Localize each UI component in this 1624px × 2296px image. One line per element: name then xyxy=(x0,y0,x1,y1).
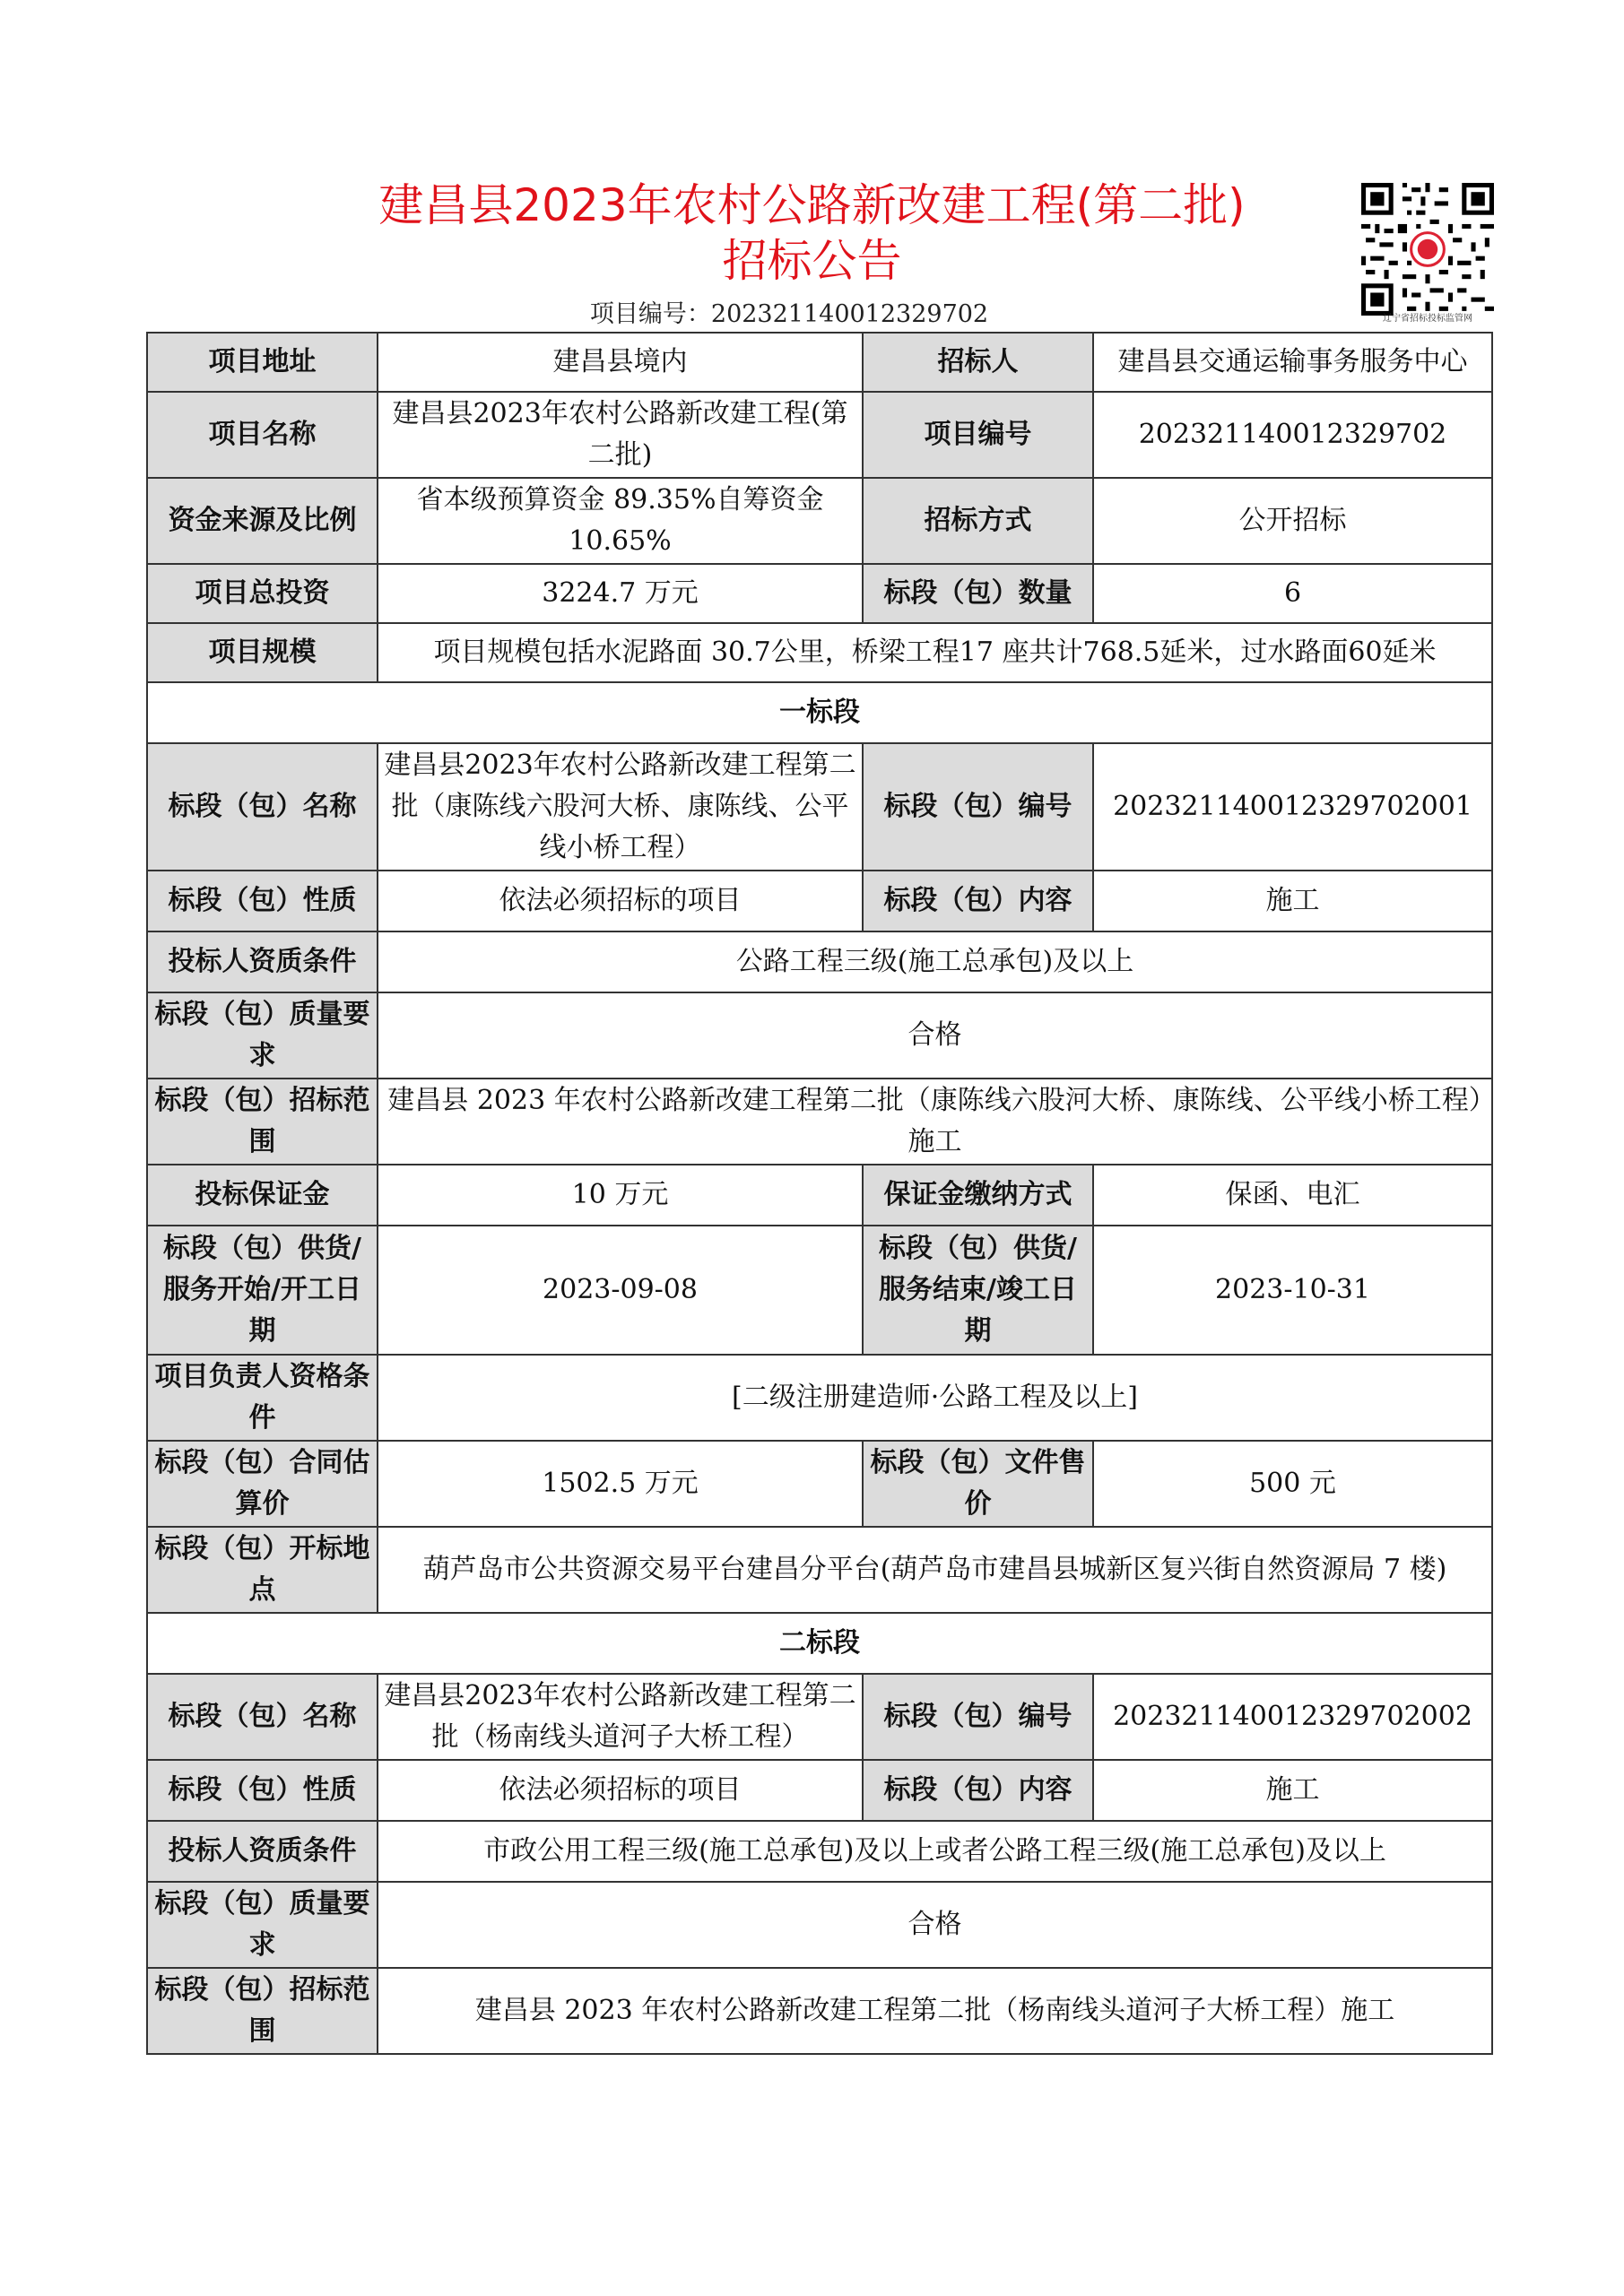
tender-method-value: 公开招标 xyxy=(1093,478,1492,564)
lot1-code-label: 标段（包）编号 xyxy=(863,743,1093,871)
lot2-quality-value: 合格 xyxy=(378,1882,1492,1968)
qr-code-icon xyxy=(1361,183,1494,316)
lot1-name-value: 建昌县2023年农村公路新改建工程第二批（康陈线六股河大桥、康陈线、公平线小桥工程） xyxy=(378,743,863,871)
lot2-bidder-qual-label: 投标人资质条件 xyxy=(147,1821,378,1882)
lot1-est-price-label: 标段（包）合同估算价 xyxy=(147,1441,378,1527)
lot1-bidder-qual-label: 投标人资质条件 xyxy=(147,931,378,992)
lot1-section-title: 一标段 xyxy=(147,682,1492,743)
fund-source-label: 资金来源及比例 xyxy=(147,478,378,564)
lot2-content-label: 标段（包）内容 xyxy=(863,1760,1093,1821)
lot1-end-date-value: 2023-10-31 xyxy=(1093,1226,1492,1355)
lot1-nature-value: 依法必须招标的项目 xyxy=(378,871,863,931)
lot2-bidder-qual-value: 市政公用工程三级(施工总承包)及以上或者公路工程三级(施工总承包)及以上 xyxy=(378,1821,1492,1882)
lot1-est-price-value: 1502.5 万元 xyxy=(378,1441,863,1527)
lot1-quality-label: 标段（包）质量要求 xyxy=(147,992,378,1079)
project-number-line: 项目编号：202321140012329702 xyxy=(589,300,989,328)
project-scale-value: 项目规模包括水泥路面 30.7公里，桥梁工程17 座共计768.5延米，过水路面60延米 xyxy=(378,623,1492,682)
fund-source-value: 省本级预算资金 89.35%自筹资金 10.65% xyxy=(378,478,863,564)
document-title: 建昌县2023年农村公路新改建工程(第二批) xyxy=(378,179,1246,231)
lot1-deposit-method-value: 保函、电汇 xyxy=(1093,1165,1492,1226)
total-investment-label: 项目总投资 xyxy=(147,564,378,623)
lot1-scope-value: 建昌县 2023 年农村公路新改建工程第二批（康陈线六股河大桥、康陈线、公平线小桥工程）施工 xyxy=(378,1079,1492,1165)
document-subtitle: 招标公告 xyxy=(722,235,902,287)
lot1-doc-price-value: 500 元 xyxy=(1093,1441,1492,1527)
project-scale-label: 项目规模 xyxy=(147,623,378,682)
lot2-section-title: 二标段 xyxy=(147,1613,1492,1674)
lot2-name-value: 建昌县2023年农村公路新改建工程第二批（杨南线头道河子大桥工程） xyxy=(378,1674,863,1760)
lot2-content-value: 施工 xyxy=(1093,1760,1492,1821)
tenderer-value: 建昌县交通运输事务服务中心 xyxy=(1093,333,1492,392)
lot1-content-value: 施工 xyxy=(1093,871,1492,931)
lot1-opening-label: 标段（包）开标地点 xyxy=(147,1527,378,1613)
lot2-scope-value: 建昌县 2023 年农村公路新改建工程第二批（杨南线头道河子大桥工程）施工 xyxy=(378,1968,1492,2054)
lot1-manager-qual-value: [二级注册建造师·公路工程及以上] xyxy=(378,1355,1492,1441)
lot1-start-date-value: 2023-09-08 xyxy=(378,1226,863,1355)
lot2-code-value: 202321140012329702002 xyxy=(1093,1674,1492,1760)
tenderer-label: 招标人 xyxy=(863,333,1093,392)
qr-caption: 辽宁省招标投标监管网 xyxy=(1383,314,1472,324)
project-name-value: 建昌县2023年农村公路新改建工程(第二批) xyxy=(378,392,863,478)
lot1-manager-qual-label: 项目负责人资格条件 xyxy=(147,1355,378,1441)
lot2-nature-label: 标段（包）性质 xyxy=(147,1760,378,1821)
lot1-doc-price-label: 标段（包）文件售价 xyxy=(863,1441,1093,1527)
lot1-nature-label: 标段（包）性质 xyxy=(147,871,378,931)
total-investment-value: 3224.7 万元 xyxy=(378,564,863,623)
lot2-nature-value: 依法必须招标的项目 xyxy=(378,1760,863,1821)
lot1-content-label: 标段（包）内容 xyxy=(863,871,1093,931)
project-address-value: 建昌县境内 xyxy=(378,333,863,392)
project-name-label: 项目名称 xyxy=(147,392,378,478)
lot-count-value: 6 xyxy=(1093,564,1492,623)
lot1-start-date-label: 标段（包）供货/服务开始/开工日期 xyxy=(147,1226,378,1355)
lot2-name-label: 标段（包）名称 xyxy=(147,1674,378,1760)
lot1-deposit-label: 投标保证金 xyxy=(147,1165,378,1226)
lot-count-label: 标段（包）数量 xyxy=(863,564,1093,623)
project-no-label: 项目编号 xyxy=(863,392,1093,478)
project-no-value: 202321140012329702 xyxy=(1093,392,1492,478)
lot1-code-value: 202321140012329702001 xyxy=(1093,743,1492,871)
lot2-quality-label: 标段（包）质量要求 xyxy=(147,1882,378,1968)
lot1-bidder-qual-value: 公路工程三级(施工总承包)及以上 xyxy=(378,931,1492,992)
tender-method-label: 招标方式 xyxy=(863,478,1093,564)
tender-info-table xyxy=(146,332,1493,2055)
lot1-deposit-value: 10 万元 xyxy=(378,1165,863,1226)
lot1-name-label: 标段（包）名称 xyxy=(147,743,378,871)
lot1-end-date-label: 标段（包）供货/服务结束/竣工日期 xyxy=(863,1226,1093,1355)
lot1-quality-value: 合格 xyxy=(378,992,1492,1079)
lot1-scope-label: 标段（包）招标范围 xyxy=(147,1079,378,1165)
lot2-scope-label: 标段（包）招标范围 xyxy=(147,1968,378,2054)
lot1-opening-value: 葫芦岛市公共资源交易平台建昌分平台(葫芦岛市建昌县城新区复兴街自然资源局 7 楼) xyxy=(378,1527,1492,1613)
project-address-label: 项目地址 xyxy=(147,333,378,392)
lot2-code-label: 标段（包）编号 xyxy=(863,1674,1093,1760)
lot1-deposit-method-label: 保证金缴纳方式 xyxy=(863,1165,1093,1226)
